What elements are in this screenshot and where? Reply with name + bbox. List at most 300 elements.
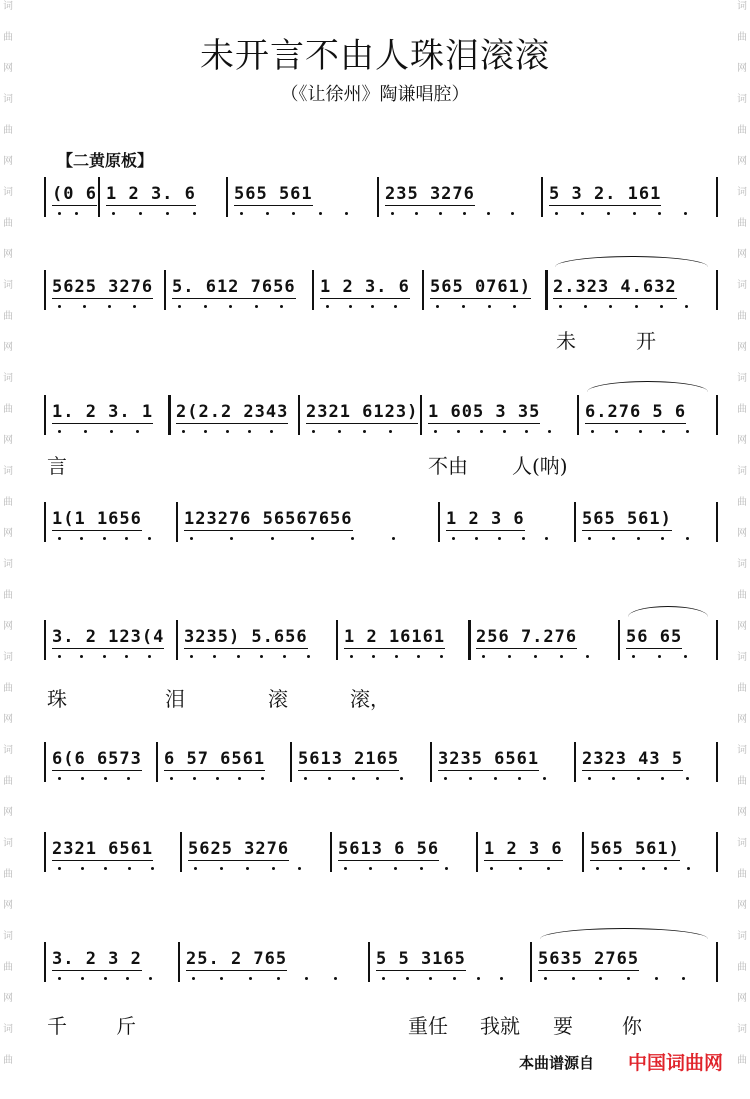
measure [582,500,710,546]
octave-dot [420,867,423,870]
octave-dot [572,977,575,980]
octave-dot [338,430,341,433]
octave-dot [488,305,491,308]
lyric: 要 [553,1014,573,1038]
watermark-char: 曲 [737,869,747,880]
lyric: 不由 [428,454,468,478]
bar-line [377,177,379,217]
octave-dot [112,212,115,215]
measure [338,830,470,876]
measure [438,740,568,786]
octave-dot [391,212,394,215]
octave-dot [190,655,193,658]
octave-dot [607,212,610,215]
bar-line [44,177,46,217]
watermark-char: 词 [3,280,13,291]
octave-dot [376,777,379,780]
measure-notes: 6(6 6573 [52,749,142,769]
measure-notes: 565 561) [590,839,680,859]
octave-dot [477,977,480,980]
page-title: 未开言不由人珠泪滚滚 [200,36,550,76]
octave-dot [58,777,61,780]
measure-notes: 5 5 3165 [376,949,466,969]
measure [446,500,568,546]
measure [430,268,539,314]
octave-dot [190,537,193,540]
watermark-char: 网 [3,993,13,1004]
octave-dot [193,212,196,215]
octave-dot [127,777,130,780]
notation-line [0,268,750,314]
notation-line [0,618,750,664]
watermark-char: 网 [3,435,13,446]
measure-notes: 5625 3276 [52,277,154,297]
measure-notes: 1 2 3 6 [446,509,525,529]
bar-line [574,502,576,542]
measure [164,740,284,786]
lyric: 珠 [47,687,67,711]
octave-dot [482,655,485,658]
octave-dot [237,655,240,658]
octave-dot [58,212,61,215]
octave-dot [545,537,548,540]
bar-line [368,942,370,982]
watermark-char: 词 [737,745,747,756]
bar-line [574,742,576,782]
notation-line [0,940,750,986]
watermark-char: 曲 [3,311,13,322]
measure [582,740,710,786]
octave-dot [103,537,106,540]
bar-line [582,832,584,872]
watermark-char: 网 [737,63,747,74]
octave-dot [586,655,589,658]
notation-line [0,393,750,439]
bar-line [541,177,543,217]
bar-line [545,270,548,310]
bar-line [44,270,46,310]
bar-line [44,502,46,542]
watermark-char: 词 [737,1,747,12]
bar-line [716,502,718,542]
watermark-char: 曲 [3,497,13,508]
octave-dot [637,777,640,780]
octave-dot [58,867,61,870]
watermark-char: 曲 [3,404,13,415]
watermark-char: 网 [3,621,13,632]
octave-dot [246,867,249,870]
octave-dot [560,655,563,658]
measure-notes: 565 561 [234,184,313,204]
measure [52,618,170,664]
octave-dot [334,977,337,980]
watermark-char: 网 [737,435,747,446]
octave-dot [312,430,315,433]
watermark-char: 词 [737,931,747,942]
lyric: 言 [47,454,67,478]
measure-notes: 25. 2 765 [186,949,288,969]
watermark-char: 曲 [3,218,13,229]
octave-dot [58,430,61,433]
octave-dot [58,655,61,658]
measure-notes: 2321 6561 [52,839,154,859]
measure [52,268,158,314]
octave-dot [660,305,663,308]
measure-notes: 2(2.2 2343 [176,402,289,422]
watermark-char: 词 [737,838,747,849]
watermark-char: 曲 [737,497,747,508]
watermark-char: 网 [737,900,747,911]
octave-dot [591,430,594,433]
watermark-char: 网 [737,714,747,725]
measure-notes: 1 2 3. 6 [320,277,410,297]
measure-notes: 1 2 3 6 [484,839,563,859]
source-label: 本曲谱源自 [519,1054,595,1072]
watermark-char: 网 [737,621,747,632]
octave-dot [469,777,472,780]
measure [52,500,170,546]
octave-dot [326,305,329,308]
measure-notes: 3235 6561 [438,749,540,769]
watermark-char: 曲 [737,125,747,136]
octave-dot [519,867,522,870]
octave-dot [75,212,78,215]
watermark-char: 网 [737,156,747,167]
octave-dot [371,305,374,308]
watermark-char: 曲 [3,776,13,787]
watermark-char: 词 [3,1,13,12]
octave-dot [406,977,409,980]
lyric: 斤 [116,1014,136,1038]
octave-dot [204,430,207,433]
watermark-char: 词 [3,373,13,384]
measure-notes: 56 65 [626,627,683,647]
lyric: 我就 [480,1014,520,1038]
watermark-char: 网 [737,528,747,539]
measure [320,268,416,314]
measure-notes: 5613 2165 [298,749,400,769]
bar-line [44,742,46,782]
octave-dot [255,305,258,308]
measure [344,618,462,664]
octave-dot [104,977,107,980]
octave-dot [452,537,455,540]
slur [628,606,708,617]
octave-dot [166,212,169,215]
octave-dot [588,777,591,780]
measure-notes: 2.323 4.632 [553,277,677,297]
octave-dot [192,977,195,980]
watermark-char: 网 [737,342,747,353]
watermark-char: 网 [737,993,747,1004]
octave-dot [494,777,497,780]
watermark-char: 曲 [737,404,747,415]
octave-dot [271,537,274,540]
octave-dot [103,655,106,658]
octave-dot [84,430,87,433]
octave-dot [382,977,385,980]
watermark-char: 网 [3,900,13,911]
measure-notes: 5 3 2. 161 [549,184,662,204]
watermark-char: 网 [3,714,13,725]
octave-dot [193,777,196,780]
measure-notes: (0 6 [52,184,97,204]
measure-notes: 565 561) [582,509,672,529]
lyric: 重任 [408,1014,448,1038]
bar-line [44,395,46,435]
octave-dot [226,430,229,433]
bar-line [336,620,338,660]
octave-dot [394,305,397,308]
octave-dot [522,537,525,540]
measure-notes: 6 57 6561 [164,749,266,769]
octave-dot [436,305,439,308]
octave-dot [686,537,689,540]
watermark-char: 曲 [3,1055,13,1066]
octave-dot [178,305,181,308]
octave-dot [508,655,511,658]
measure-notes: 1. 2 3. 1 [52,402,154,422]
measure [585,393,710,439]
lyric: 你 [622,1014,642,1038]
bar-line [422,270,424,310]
octave-dot [503,430,506,433]
watermark-char: 曲 [3,683,13,694]
octave-dot [487,212,490,215]
lyric: 开 [636,329,656,353]
lyric: 人(呐) [512,454,568,478]
lyric: 千 [47,1014,67,1038]
measure-notes: 1 2 3. 6 [106,184,196,204]
lyric: 滚， [350,687,390,711]
octave-dot [395,655,398,658]
octave-dot [58,305,61,308]
watermark-char: 词 [3,187,13,198]
octave-dot [635,305,638,308]
watermark-char: 词 [3,745,13,756]
octave-dot [328,777,331,780]
bar-line [420,395,422,435]
watermark-char: 词 [3,466,13,477]
bar-line [716,395,718,435]
slur [540,928,708,939]
watermark-char: 词 [737,187,747,198]
bar-line [156,742,158,782]
watermark-char: 曲 [3,125,13,136]
page-subtitle: （《让徐州》陶谦唱腔） [280,84,470,105]
watermark-char: 网 [3,249,13,260]
notation-line [0,500,750,546]
measure-notes: 2323 43 5 [582,749,684,769]
octave-dot [350,655,353,658]
octave-dot [260,655,263,658]
octave-dot [658,655,661,658]
measure [52,393,162,439]
octave-dot [559,305,562,308]
watermark-char: 词 [737,373,747,384]
measure-notes: 1 2 16161 [344,627,446,647]
octave-dot [136,430,139,433]
octave-dot [182,430,185,433]
octave-dot [220,867,223,870]
measure [106,175,220,221]
watermark-char: 词 [737,559,747,570]
measure-notes: 235 3276 [385,184,475,204]
tempo-mark: 【二黄原板】 [57,151,154,170]
octave-dot [389,430,392,433]
octave-dot [110,430,113,433]
measure [234,175,371,221]
measure [176,393,292,439]
octave-dot [240,212,243,215]
watermark-char: 词 [737,94,747,105]
bar-line [530,942,532,982]
octave-dot [686,777,689,780]
measure-notes: 6.276 5 6 [585,402,687,422]
octave-dot [349,305,352,308]
octave-dot [544,977,547,980]
octave-dot [363,430,366,433]
measure-notes: 5635 2765 [538,949,640,969]
watermark-char: 词 [737,1024,747,1035]
measure-notes: 5625 3276 [188,839,290,859]
octave-dot [148,655,151,658]
octave-dot [684,655,687,658]
measure [626,618,710,664]
octave-dot [392,537,395,540]
octave-dot [511,212,514,215]
octave-dot [440,655,443,658]
bar-line [716,742,718,782]
watermark-char: 曲 [737,311,747,322]
octave-dot [249,977,252,980]
watermark-char: 曲 [737,218,747,229]
measure [484,830,576,876]
octave-dot [596,867,599,870]
bar-line [716,832,718,872]
bar-line [290,742,292,782]
octave-dot [633,212,636,215]
measure-notes: 565 0761) [430,277,532,297]
octave-dot [319,212,322,215]
octave-dot [81,977,84,980]
watermark-char: 网 [3,342,13,353]
octave-dot [277,977,280,980]
octave-dot [655,977,658,980]
octave-dot [642,867,645,870]
bar-line [176,620,178,660]
octave-dot [345,212,348,215]
bar-line [468,620,471,660]
octave-dot [685,305,688,308]
octave-dot [139,212,142,215]
bar-line [98,177,100,217]
octave-dot [104,777,107,780]
notation-line [0,830,750,876]
watermark-char: 曲 [737,683,747,694]
octave-dot [307,655,310,658]
octave-dot [151,867,154,870]
octave-dot [534,655,537,658]
watermark-char: 曲 [737,1055,747,1066]
bar-line [44,832,46,872]
octave-dot [204,305,207,308]
octave-dot [311,537,314,540]
measure-notes: 5. 612 7656 [172,277,296,297]
bar-line [176,502,178,542]
octave-dot [444,777,447,780]
octave-dot [170,777,173,780]
lyric: 滚 [268,687,288,711]
measure-notes: 5613 6 56 [338,839,440,859]
watermark-char: 词 [3,838,13,849]
octave-dot [581,212,584,215]
octave-dot [453,977,456,980]
bar-line [716,942,718,982]
measure-notes: 1(1 1656 [52,509,142,529]
slur [587,381,708,392]
watermark-char: 词 [3,1024,13,1035]
watermark-char: 曲 [3,962,13,973]
watermark-char: 曲 [737,776,747,787]
bar-line [438,502,440,542]
octave-dot [639,430,642,433]
octave-dot [445,867,448,870]
watermark-char: 网 [3,528,13,539]
watermark-char: 词 [737,280,747,291]
octave-dot [248,430,251,433]
measure-notes: 3235) 5.656 [184,627,308,647]
bar-line [178,942,180,982]
watermark-char: 曲 [737,32,747,43]
watermark-char: 词 [3,931,13,942]
octave-dot [615,430,618,433]
measure [590,830,710,876]
watermark-char: 网 [3,63,13,74]
watermark-char: 曲 [737,590,747,601]
bar-line [298,395,300,435]
watermark-char: 词 [737,466,747,477]
octave-dot [133,305,136,308]
bar-line [226,177,228,217]
measure-notes: 3. 2 3 2 [52,949,142,969]
bar-line [168,395,171,435]
measure-notes: 123276 56567656 [184,509,353,529]
source-site-link[interactable]: 中国词曲网 [628,1052,724,1074]
bar-line [716,270,718,310]
bar-line [716,620,718,660]
lyric: 泪 [165,687,185,711]
measure [172,268,306,314]
octave-dot [457,430,460,433]
octave-dot [632,655,635,658]
bar-line [44,620,46,660]
measure-notes: 256 7.276 [476,627,578,647]
octave-dot [270,430,273,433]
watermark-char: 网 [737,807,747,818]
watermark-char: 词 [3,559,13,570]
bar-line [312,270,314,310]
octave-dot [194,867,197,870]
octave-dot [272,867,275,870]
bar-line [577,395,579,435]
notation-line [0,175,750,221]
octave-dot [352,777,355,780]
notation-line [0,740,750,786]
lyric: 未 [556,329,576,353]
octave-dot [58,977,61,980]
bar-line [330,832,332,872]
